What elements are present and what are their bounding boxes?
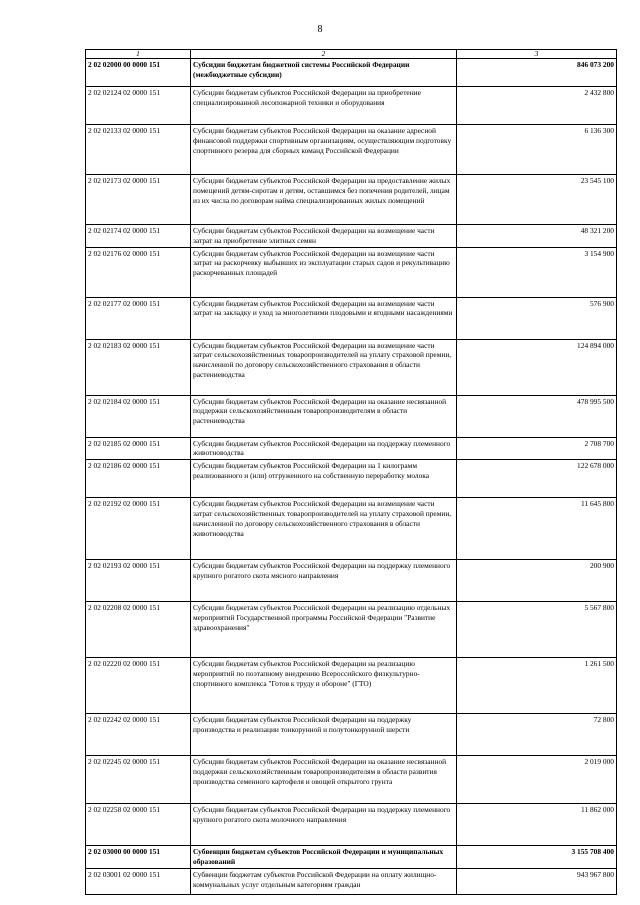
budget-code-cell: 2 02 02184 02 0000 151 bbox=[86, 395, 191, 437]
budget-table bbox=[85, 49, 617, 895]
description-cell: Субвенции бюджетам субъектов Российской Федерации и муниципальных образований bbox=[191, 846, 457, 869]
table-row bbox=[86, 339, 617, 395]
table-row bbox=[86, 125, 617, 175]
table-row bbox=[86, 175, 617, 225]
description-cell: Субсидии бюджетам субъектов Российской Федерации на реализацию отдельных мероприятий Государственной программы Российской Федерации "Развитие здравоохранения" bbox=[191, 602, 457, 658]
description-cell: Субсидии бюджетам субъектов Российской Федерации на возмещение части затрат на приобретение элитных семян bbox=[191, 225, 457, 248]
budget-code-cell: 2 02 03000 00 0000 151 bbox=[86, 846, 191, 869]
description-cell: Субсидии бюджетам субъектов Российской Федерации на оказание несвязанной поддержки сельскохозяйственным товаропроизводителям в области растениеводства bbox=[191, 395, 457, 437]
amount-cell: 23 545 100 bbox=[457, 175, 617, 225]
budget-code-cell: 2 02 02258 02 0000 151 bbox=[86, 804, 191, 846]
amount-cell: 846 073 200 bbox=[457, 59, 617, 87]
budget-code-cell: 2 02 02186 02 0000 151 bbox=[86, 460, 191, 498]
amount-cell: 2 019 000 bbox=[457, 756, 617, 804]
table-row bbox=[86, 804, 617, 846]
table-row bbox=[86, 247, 617, 297]
amount-cell: 11 862 000 bbox=[457, 804, 617, 846]
amount-cell: 2 432 800 bbox=[457, 87, 617, 125]
description-cell: Субсидии бюджетам субъектов Российской Федерации на возмещение части затрат на раскорчевку выбывших из эксплуатации старых садов и рекультивацию раскорчеванных площадей bbox=[191, 247, 457, 297]
table-row bbox=[86, 59, 617, 87]
amount-cell: 576 900 bbox=[457, 297, 617, 339]
amount-cell: 11 645 800 bbox=[457, 498, 617, 560]
budget-code-cell: 2 02 02193 02 0000 151 bbox=[86, 560, 191, 602]
amount-cell: 3 155 708 400 bbox=[457, 846, 617, 869]
amount-cell: 1 261 500 bbox=[457, 658, 617, 714]
budget-code-cell: 2 02 02220 02 0000 151 bbox=[86, 658, 191, 714]
budget-code-cell: 2 02 02174 02 0000 151 bbox=[86, 225, 191, 248]
budget-code-cell: 2 02 02208 02 0000 151 bbox=[86, 602, 191, 658]
amount-cell: 6 136 300 bbox=[457, 125, 617, 175]
table-header-row bbox=[86, 50, 617, 59]
budget-code-cell: 2 02 02242 02 0000 151 bbox=[86, 714, 191, 756]
budget-code-cell: 2 02 02177 02 0000 151 bbox=[86, 297, 191, 339]
budget-code-cell: 2 02 02245 02 0000 151 bbox=[86, 756, 191, 804]
description-cell: Субсидии бюджетам субъектов Российской Федерации на реализацию мероприятий по поэтапному внедрению Всероссийского физкультурно-спортивного комплекса "Готов к труду и обороне" (ГТО) bbox=[191, 658, 457, 714]
description-cell: Субсидии бюджетам субъектов Российской Федерации на 1 килограмм реализованного и (или) отгруженного на собственную переработку молока bbox=[191, 460, 457, 498]
column-header-name: 2 bbox=[191, 50, 457, 59]
table-row bbox=[86, 714, 617, 756]
table-row bbox=[86, 756, 617, 804]
table-row bbox=[86, 395, 617, 437]
description-cell: Субсидии бюджетам субъектов Российской Федерации на оказание несвязанной поддержки сельскохозяйственным товаропроизводителям в области развития производства семенного картофеля и овощей открытого грунта bbox=[191, 756, 457, 804]
description-cell: Субсидии бюджетам субъектов Российской Федерации на поддержку племенного крупного рогатого скота молочного направления bbox=[191, 804, 457, 846]
budget-code-cell: 2 02 02192 02 0000 151 bbox=[86, 498, 191, 560]
budget-code-cell: 2 02 02133 02 0000 151 bbox=[86, 125, 191, 175]
budget-code-cell: 2 02 02000 00 0000 151 bbox=[86, 59, 191, 87]
description-cell: Субсидии бюджетам субъектов Российской Федерации на оказание адресной финансовой поддержки спортивным организациям, осуществляющим подготовку спортивного резерва для сборных команд Российской Федерации bbox=[191, 125, 457, 175]
amount-cell: 2 708 700 bbox=[457, 437, 617, 460]
budget-code-cell: 2 02 02124 02 0000 151 bbox=[86, 87, 191, 125]
description-cell: Субсидии бюджетам бюджетной системы Российской Федерации (межбюджетные субсидии) bbox=[191, 59, 457, 87]
description-cell: Субсидии бюджетам субъектов Российской Федерации на возмещение части затрат на закладку и уход за многолетними плодовыми и ягодными насаждениями bbox=[191, 297, 457, 339]
table-row bbox=[86, 460, 617, 498]
description-cell: Субсидии бюджетам субъектов Российской Федерации на поддержку племенного животноводства bbox=[191, 437, 457, 460]
amount-cell: 48 321 200 bbox=[457, 225, 617, 248]
table-row bbox=[86, 437, 617, 460]
page-number: 8 bbox=[317, 24, 323, 35]
column-header-amount: 3 bbox=[457, 50, 617, 59]
budget-code-cell: 2 02 02176 02 0000 151 bbox=[86, 247, 191, 297]
description-cell: Субсидии бюджетам субъектов Российской Федерации на предоставление жилых помещений детям-сиротам и детям, оставшимся без попечения родителей, лицам из их числа по договорам найма специализированных жилых помещений bbox=[191, 175, 457, 225]
description-cell: Субсидии бюджетам субъектов Российской Федерации на поддержку племенного крупного рогатого скота мясного направления bbox=[191, 560, 457, 602]
table-row bbox=[86, 225, 617, 248]
budget-code-cell: 2 02 03001 02 0000 151 bbox=[86, 868, 191, 894]
description-cell: Субсидии бюджетам субъектов Российской Федерации на приобретение специализированной лесопожарной техники и оборудования bbox=[191, 87, 457, 125]
table-row bbox=[86, 658, 617, 714]
table-row bbox=[86, 868, 617, 894]
description-cell: Субсидии бюджетам субъектов Российской Федерации на поддержку производства и реализации тонкорунной и полутонкорунной шерсти bbox=[191, 714, 457, 756]
table-row bbox=[86, 297, 617, 339]
description-cell: Субвенции бюджетам субъектов Российской Федерации на оплату жилищно-коммунальных услуг отдельным категориям граждан bbox=[191, 868, 457, 894]
table-row bbox=[86, 846, 617, 869]
table-row bbox=[86, 560, 617, 602]
table-row bbox=[86, 602, 617, 658]
amount-cell: 5 567 800 bbox=[457, 602, 617, 658]
amount-cell: 200 900 bbox=[457, 560, 617, 602]
table-row bbox=[86, 87, 617, 125]
amount-cell: 3 154 900 bbox=[457, 247, 617, 297]
amount-cell: 478 995 500 bbox=[457, 395, 617, 437]
description-cell: Субсидии бюджетам субъектов Российской Федерации на возмещение части затрат сельскохозяйственных товаропроизводителей на уплату страховой премии, начисленной по договору сельскохозяйственного страхования в области животноводства bbox=[191, 498, 457, 560]
budget-code-cell: 2 02 02185 02 0000 151 bbox=[86, 437, 191, 460]
budget-code-cell: 2 02 02173 02 0000 151 bbox=[86, 175, 191, 225]
table-row bbox=[86, 498, 617, 560]
amount-cell: 943 967 800 bbox=[457, 868, 617, 894]
budget-code-cell: 2 02 02183 02 0000 151 bbox=[86, 339, 191, 395]
amount-cell: 122 678 000 bbox=[457, 460, 617, 498]
amount-cell: 124 894 000 bbox=[457, 339, 617, 395]
column-header-code: 1 bbox=[86, 50, 191, 59]
description-cell: Субсидии бюджетам субъектов Российской Федерации на возмещение части затрат сельскохозяйственных товаропроизводителей на уплату страховой премии, начисленной по договору сельскохозяйственного страхования в области растениеводства bbox=[191, 339, 457, 395]
amount-cell: 72 800 bbox=[457, 714, 617, 756]
